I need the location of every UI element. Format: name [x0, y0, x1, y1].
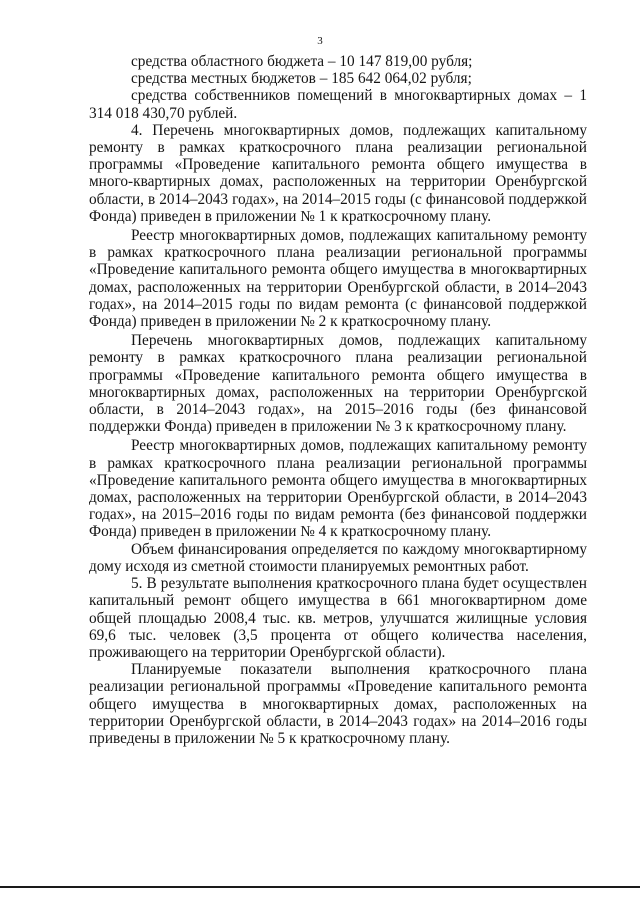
document-body	[89, 53, 587, 747]
paragraph-registry-without-fund-support: Реестр многоквартирных домов, подлежащих капитальному ремонту в рамках краткосрочного плана реализации региональной программы «Проведение капитального ремонта общего имущества в многоквартирных домах, расположенных на территории Оренбургской области, в 2014–2043 годах», на 2015–2016 годы по видам ремонта (без финансовой поддержки Фонда) приведен в приложении № 4 к краткосрочному плану.	[89, 437, 587, 541]
regional-budget-line: средства областного бюджета – 10 147 819,00 рубля;	[131, 53, 473, 70]
scan-edge-line	[0, 886, 640, 888]
paragraph-registry-with-fund-support: Реестр многоквартирных домов, подлежащих капитальному ремонту в рамках краткосрочного плана реализации региональной программы «Проведение капитального ремонта общего имущества в многоквартирных домах, расположенных на территории Оренбургской области, в 2014–2043 годах», на 2014–2015 годы по видам ремонта (с финансовой поддержкой Фонда) приведен в приложении № 2 к краткосрочному плану.	[89, 227, 587, 331]
paragraph-list-with-fund-support: 4. Перечень многоквартирных домов, подлежащих капитальному ремонту в рамках краткосрочного плана реализации региональной программы «Проведение капитального ремонта общего имущества в много-квартирных домах, расположенных на территории Оренбургской области, в 2014–2043 годах», на 2014–2015 годы (с финансовой поддержкой Фонда) приведен в приложении № 1 к краткосрочному плану.	[89, 121, 587, 225]
local-budgets-line: средства местных бюджетов – 185 642 064,02 рубля;	[131, 70, 472, 88]
paragraph-planned-indicators: Планируемые показатели выполнения краткосрочного плана реализации региональной программы «Проведение капитального ремонта общего имущества в многоквартирных домах, расположенных на территории Оренбургской области, в 2014–2043 годах» на 2014–2016 годы приведены в приложении № 5 к краткосрочному плану.	[89, 661, 587, 747]
paragraph-expected-results: 5. В результате выполнения краткосрочного плана будет осуществлен капитальный ремонт общего имущества в 661 многоквартирном доме общей площадью 2008,4 тыс. кв. метров, улучшатся жилищные условия 69,6 тыс. человек (3,5 процента от общего количества населения, проживающего на территории Оренбургской области).	[89, 575, 587, 661]
page-number: 3	[317, 35, 323, 47]
owners-funds-line: средства собственников помещений в многоквартирных домах – 1 314 018 430,70 рублей.	[89, 87, 587, 122]
paragraph-financing-volume: Объем финансирования определяется по каждому многоквартирному дому исходя из сметной стоимости планируемых ремонтных работ.	[89, 540, 587, 575]
paragraph-list-without-fund-support: Перечень многоквартирных домов, подлежащих капитальному ремонту в рамках краткосрочного плана реализации региональной программы «Проведение капитального ремонта общего имущества в многоквартирных домах, расположенных на территории Оренбургской области, в 2014–2043 годах», на 2015–2016 годы (без финансовой поддержки Фонда) приведен в приложении № 3 к краткосрочному плану.	[89, 332, 587, 436]
